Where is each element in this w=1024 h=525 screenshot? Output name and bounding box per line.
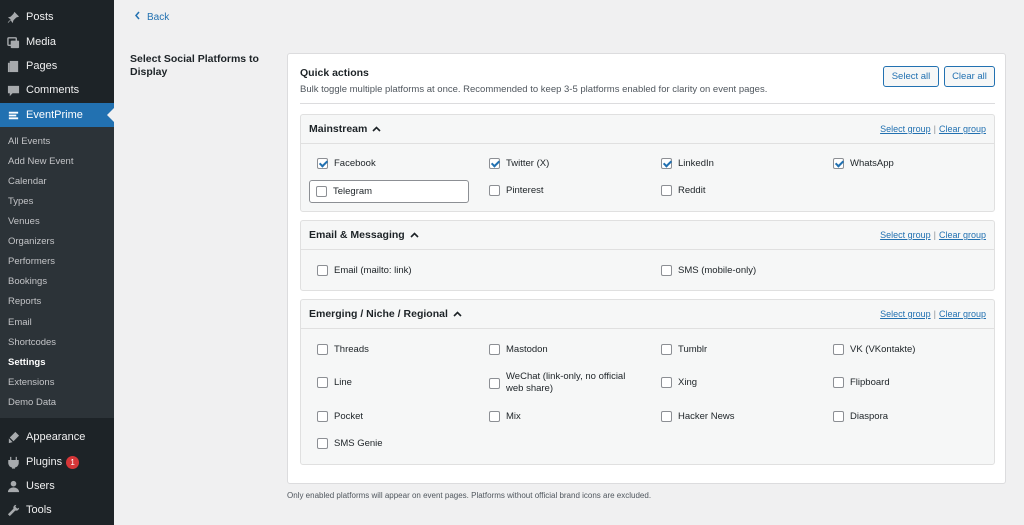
pin-icon <box>6 10 20 24</box>
pages-icon <box>6 59 20 73</box>
option-diaspora[interactable] <box>833 411 888 423</box>
menu-item-comments[interactable] <box>0 78 114 102</box>
plugins-update-badge: 1 <box>66 456 79 469</box>
checkbox[interactable] <box>489 344 500 355</box>
checkbox[interactable] <box>833 344 844 355</box>
checkbox[interactable] <box>489 185 500 196</box>
checkbox[interactable] <box>489 378 500 389</box>
option-label: Diaspora <box>850 411 889 422</box>
option-tumblr[interactable] <box>661 344 707 356</box>
checkbox[interactable] <box>317 158 328 169</box>
option-linkedin[interactable] <box>661 158 714 170</box>
back-label: Back <box>147 11 170 23</box>
checkbox[interactable] <box>316 186 327 197</box>
option-label: Threads <box>334 344 369 355</box>
submenu-item-reports[interactable]: Reports <box>8 296 42 307</box>
option-pinterest[interactable] <box>489 185 544 197</box>
option-label: WhatsApp <box>850 158 894 169</box>
group-links <box>880 230 986 240</box>
separator: | <box>933 124 936 134</box>
group-email-messaging <box>300 220 995 291</box>
checkbox[interactable] <box>317 377 328 388</box>
admin-sidebar <box>0 0 114 525</box>
group-toggle-mainstream[interactable] <box>309 123 381 135</box>
chevron-up-icon <box>410 229 419 241</box>
checkbox[interactable] <box>317 344 328 355</box>
option-reddit[interactable] <box>661 185 705 197</box>
chevron-left-icon <box>134 11 141 23</box>
menu-label: Tools <box>26 504 52 516</box>
submenu-item-bookings[interactable]: Bookings <box>8 276 48 287</box>
eventprime-icon <box>6 108 20 122</box>
option-label: SMS Genie <box>334 438 383 449</box>
option-label: Mix <box>506 411 521 422</box>
option-threads[interactable] <box>317 344 369 356</box>
appearance-icon <box>6 430 20 444</box>
group-header <box>301 221 994 250</box>
group-header <box>301 300 994 329</box>
group-mainstream <box>300 114 995 212</box>
option-vk[interactable] <box>833 344 915 356</box>
footer-note: Only enabled platforms will appear on event pages. Platforms without official brand icons are excluded. <box>287 491 652 500</box>
checkbox[interactable] <box>833 411 844 422</box>
menu-label: Posts <box>26 11 54 23</box>
eventprime-submenu <box>0 127 114 418</box>
separator: | <box>933 230 936 240</box>
option-mastodon[interactable] <box>489 344 548 356</box>
group-title: Email & Messaging <box>309 229 405 241</box>
menu-label: Media <box>26 36 56 48</box>
option-label: Mastodon <box>506 344 548 355</box>
group-title: Mainstream <box>309 123 368 135</box>
option-email[interactable] <box>317 265 412 277</box>
group-title: Emerging / Niche / Regional <box>309 308 448 320</box>
option-label: Xing <box>678 377 698 388</box>
clear-group-link[interactable]: Clear group <box>938 230 986 240</box>
submenu-item-calendar[interactable]: Calendar <box>8 176 47 187</box>
select-all-button[interactable]: Select all <box>883 66 939 87</box>
submenu-item-demo-data[interactable]: Demo Data <box>8 397 57 408</box>
wrench-icon <box>6 503 20 517</box>
submenu-item-venues[interactable]: Venues <box>8 216 40 227</box>
option-label: VK (VKontakte) <box>850 344 916 355</box>
option-label: Telegram <box>333 185 373 197</box>
checkbox[interactable] <box>833 158 844 169</box>
checkbox[interactable] <box>661 411 672 422</box>
menu-label: Pages <box>26 60 58 72</box>
menu-item-appearance[interactable] <box>0 425 114 449</box>
checkbox[interactable] <box>661 265 672 276</box>
back-link[interactable] <box>134 11 169 23</box>
checkbox[interactable] <box>317 265 328 276</box>
option-facebook[interactable] <box>317 158 376 170</box>
section-label: Select Social Platforms to Display <box>130 53 259 78</box>
option-whatsapp[interactable] <box>833 158 894 170</box>
menu-item-posts[interactable] <box>0 5 114 29</box>
option-flipboard[interactable] <box>833 377 890 389</box>
divider <box>300 103 995 104</box>
submenu-item-organizers[interactable]: Organizers <box>8 236 55 247</box>
submenu-item-extensions[interactable]: Extensions <box>8 377 55 388</box>
menu-label: Plugins <box>26 456 63 468</box>
active-menu-arrow <box>107 108 114 122</box>
group-links <box>880 124 986 134</box>
group-emerging-niche-regional <box>300 299 995 465</box>
checkbox[interactable] <box>833 377 844 388</box>
quick-actions-description: Bulk toggle multiple platforms at once. Recommended to keep 3-5 platforms enabled for clarity on event pages. <box>300 84 768 95</box>
select-group-link[interactable]: Select group <box>880 230 931 240</box>
menu-item-tools[interactable] <box>0 498 114 522</box>
submenu-item-all-events[interactable]: All Events <box>8 136 51 147</box>
checkbox[interactable] <box>661 344 672 355</box>
submenu-item-email[interactable]: Email <box>8 317 32 328</box>
option-label: Email (mailto: link) <box>334 265 412 276</box>
select-group-link[interactable]: Select group <box>880 124 931 134</box>
chevron-up-icon <box>453 308 462 320</box>
checkbox[interactable] <box>489 411 500 422</box>
option-wechat[interactable] <box>489 371 629 395</box>
chevron-up-icon <box>372 123 381 135</box>
option-label: Tumblr <box>678 344 708 355</box>
option-label: Line <box>334 377 352 388</box>
option-label: Pinterest <box>506 185 544 196</box>
option-hacker-news[interactable] <box>661 411 735 423</box>
clear-group-link[interactable]: Clear group <box>938 124 986 134</box>
checkbox[interactable] <box>317 411 328 422</box>
users-icon <box>6 479 20 493</box>
option-pocket[interactable] <box>317 411 363 423</box>
option-label: Hacker News <box>678 411 735 422</box>
option-line[interactable] <box>317 377 352 389</box>
option-label: SMS (mobile-only) <box>678 265 757 276</box>
separator: | <box>933 309 936 319</box>
social-platforms-card <box>287 53 1006 484</box>
submenu-item-shortcodes[interactable]: Shortcodes <box>8 337 57 348</box>
checkbox[interactable] <box>489 158 500 169</box>
menu-item-users[interactable] <box>0 474 114 498</box>
group-toggle-email-messaging[interactable] <box>309 229 419 241</box>
comments-icon <box>6 83 20 97</box>
option-xing[interactable] <box>661 377 697 389</box>
menu-label: Comments <box>26 84 80 96</box>
menu-item-media[interactable] <box>0 30 114 54</box>
option-sms[interactable] <box>661 265 756 277</box>
checkbox[interactable] <box>661 185 672 196</box>
option-label: Reddit <box>678 185 706 196</box>
menu-item-eventprime[interactable] <box>0 103 114 127</box>
submenu-item-settings[interactable]: Settings <box>8 357 46 368</box>
group-links <box>880 309 986 319</box>
option-label: Pocket <box>334 411 364 422</box>
option-sms-genie[interactable] <box>317 438 383 450</box>
option-label: Twitter (X) <box>506 158 550 169</box>
plugins-icon <box>6 455 20 469</box>
option-telegram[interactable] <box>309 180 469 203</box>
group-header <box>301 115 994 144</box>
submenu-item-performers[interactable]: Performers <box>8 256 55 267</box>
quick-actions-title: Quick actions <box>300 67 369 79</box>
option-label: WeChat (link-only, no official web share) <box>506 371 626 394</box>
group-toggle-emerging[interactable] <box>309 308 462 320</box>
option-twitter[interactable] <box>489 158 549 170</box>
option-label: Flipboard <box>850 377 890 388</box>
menu-label: Appearance <box>26 431 86 443</box>
checkbox[interactable] <box>317 438 328 449</box>
option-label: Facebook <box>334 158 376 169</box>
option-mix[interactable] <box>489 411 521 423</box>
select-group-link[interactable]: Select group <box>880 309 931 319</box>
option-label: LinkedIn <box>678 158 714 169</box>
menu-item-pages[interactable] <box>0 54 114 78</box>
checkbox[interactable] <box>661 377 672 388</box>
checkbox[interactable] <box>661 158 672 169</box>
menu-label: EventPrime <box>26 109 83 121</box>
submenu-item-types[interactable]: Types <box>8 196 34 207</box>
clear-group-link[interactable]: Clear group <box>938 309 986 319</box>
menu-item-plugins[interactable] <box>0 450 114 474</box>
media-icon <box>6 35 20 49</box>
clear-all-button[interactable]: Clear all <box>944 66 995 87</box>
submenu-item-add-new-event[interactable]: Add New Event <box>8 156 74 167</box>
menu-label: Users <box>26 480 55 492</box>
